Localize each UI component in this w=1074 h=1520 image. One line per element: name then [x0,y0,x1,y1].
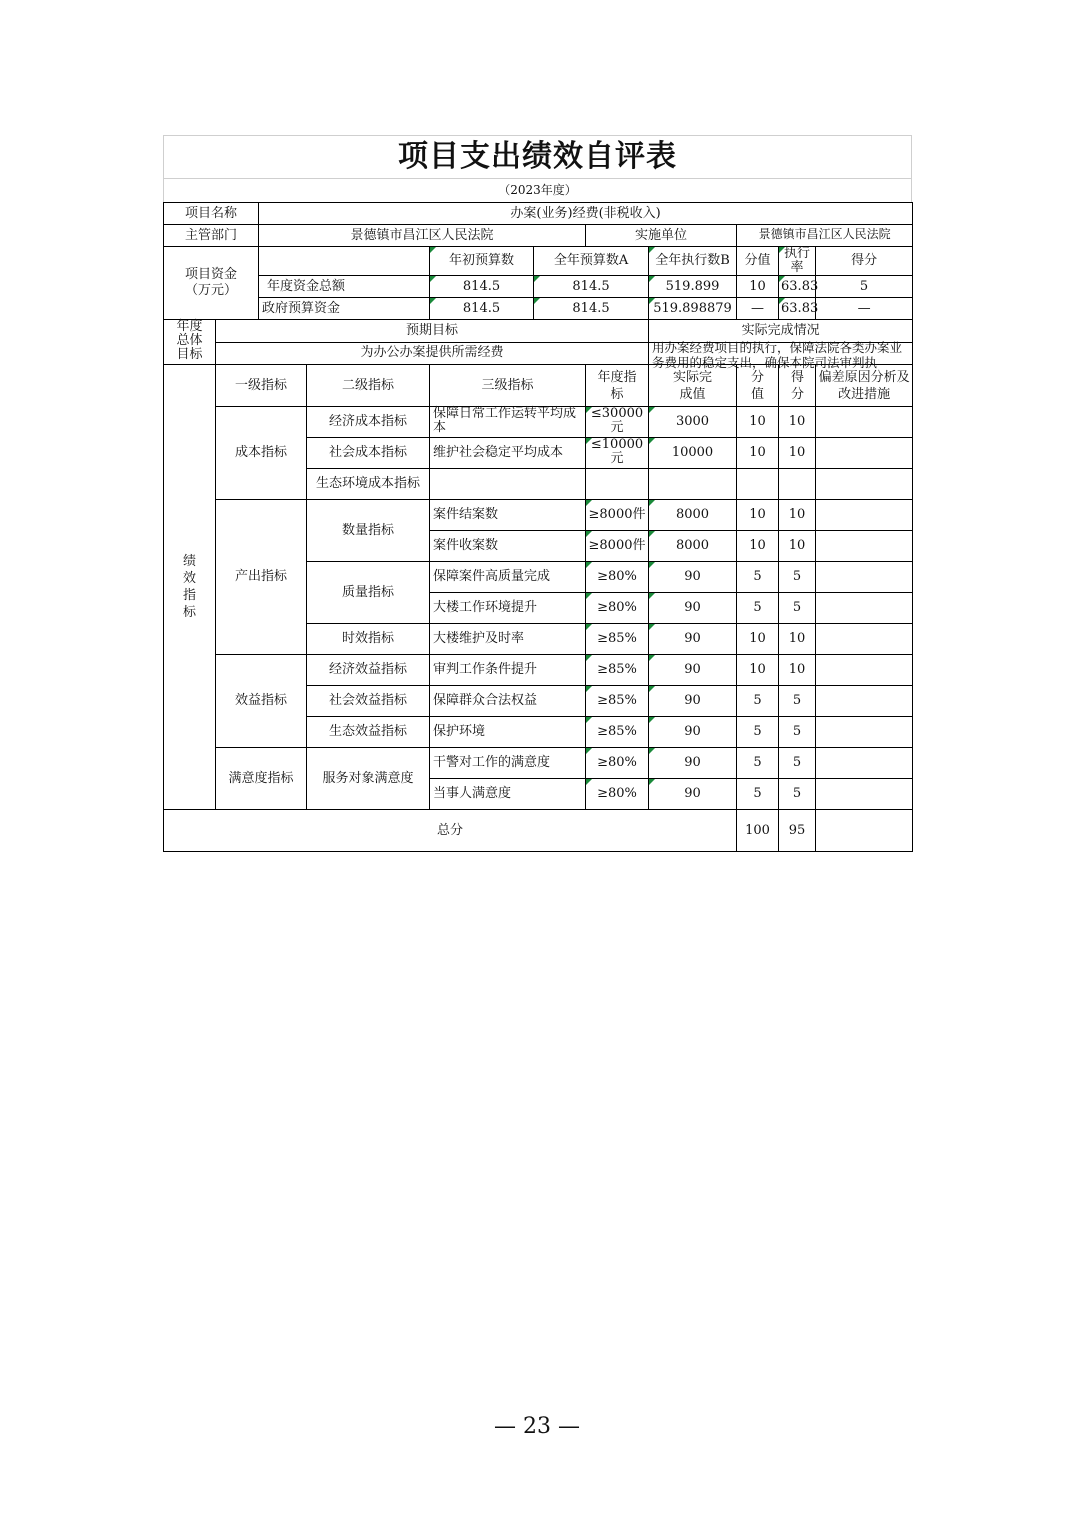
actual-value-header: 实际完成值 [649,365,737,407]
row-funds-gov [164,298,913,320]
target-cell: ≤30000元 [586,407,649,438]
actual-cell: 10000 [649,438,737,469]
dept-value: 景德镇市昌江区人民法院 [259,225,586,247]
deviation-cell [816,748,913,779]
score-header: 得分 [779,365,816,407]
value-cell: 5 [737,686,779,717]
row-indicator-header [164,365,913,407]
target-cell: ≥80% [586,593,649,624]
l2-cell: 数量指标 [307,500,430,562]
l3-cell: 大楼维护及时率 [430,624,586,655]
target-cell: ≥85% [586,655,649,686]
annual-total-label: 年度资金总额 [259,276,430,298]
l2-cell: 时效指标 [307,624,430,655]
deviation-cell [816,655,913,686]
gov-score: — [816,298,913,320]
value-cell: 10 [737,655,779,686]
deviation-cell [816,779,913,810]
level2-header: 二级指标 [307,365,430,407]
value-cell: 5 [737,717,779,748]
l2-cell: 经济效益指标 [307,655,430,686]
level3-header: 三级指标 [430,365,586,407]
target-cell: ≥80% [586,779,649,810]
target-cell: ≥8000件 [586,500,649,531]
target-cell: ≥8000件 [586,531,649,562]
deviation-cell [816,562,913,593]
total-exec: 519.899 [649,276,737,298]
total-deviation [816,810,913,852]
gov-rate: 63.83 [779,298,816,320]
total-score-value: 10 [737,276,779,298]
total-initial: 814.5 [430,276,534,298]
row-funds-total [164,276,913,298]
full-budget-label: 全年预算数A [534,247,649,276]
table-row [164,655,913,686]
row-goal-content [164,342,913,365]
deviation-cell [816,717,913,748]
l3-cell: 维护社会稳定平均成本 [430,438,586,469]
total-score: 5 [816,276,913,298]
target-cell: ≥80% [586,748,649,779]
deviation-cell [816,438,913,469]
actual-cell: 8000 [649,500,737,531]
actual-cell: 90 [649,779,737,810]
score-cell: 10 [779,655,816,686]
score-value-label: 分值 [737,247,779,276]
total-value: 100 [737,810,779,852]
actual-cell: 90 [649,655,737,686]
value-cell: 5 [737,748,779,779]
gov-initial: 814.5 [430,298,534,320]
target-cell: ≥85% [586,686,649,717]
score-cell: 10 [779,438,816,469]
actual-cell: 90 [649,748,737,779]
score-cell: 5 [779,779,816,810]
gov-budget-label: 政府预算资金 [259,298,430,320]
annual-indicator-header: 年度指标 [586,365,649,407]
l1-benefit: 效益指标 [216,655,307,748]
value-cell: 10 [737,531,779,562]
gov-full: 814.5 [534,298,649,320]
table-row [164,748,913,779]
l3-cell: 保障日常工作运转平均成本 [430,407,586,438]
table-row [164,500,913,531]
actual-cell: 90 [649,562,737,593]
score-cell: 5 [779,748,816,779]
value-cell: 10 [737,407,779,438]
funds-label: 项目资金 （万元） [164,247,259,320]
target-cell: ≤10000元 [586,438,649,469]
score-value-header: 分值 [737,365,779,407]
full-exec-label: 全年执行数B [649,247,737,276]
l3-cell: 案件收案数 [430,531,586,562]
self-evaluation-sheet [163,135,912,852]
l3-cell [430,469,586,500]
row-funds-header [164,247,913,276]
value-cell: 5 [737,562,779,593]
year-label: （2023年度） [163,178,912,202]
value-cell: 10 [737,624,779,655]
target-cell: ≥80% [586,562,649,593]
evaluation-table [163,202,913,852]
funds-blank [259,247,430,276]
total-rate: 63.83 [779,276,816,298]
score-cell: 5 [779,562,816,593]
actual-cell: 90 [649,717,737,748]
total-full: 814.5 [534,276,649,298]
score-cell: 10 [779,624,816,655]
actual-status-label: 实际完成情况 [649,320,913,343]
row-total [164,810,913,852]
value-cell: 5 [737,779,779,810]
l2-cell: 服务对象满意度 [307,748,430,810]
l3-cell: 审判工作条件提升 [430,655,586,686]
initial-budget-label: 年初预算数 [430,247,534,276]
actual-cell: 90 [649,593,737,624]
gov-exec: 519.898879 [649,298,737,320]
perf-indicators-label: 绩效指标 [164,365,216,810]
exec-rate-label: 执行率 [779,247,816,276]
score-label: 得分 [816,247,913,276]
actual-status-text: 用办案经费项目的执行，保障法院各类办案业务费用的稳定支出，确保本院司法审判执 [649,342,913,365]
score-cell: 10 [779,500,816,531]
value-cell: 10 [737,500,779,531]
page-title: 项目支出绩效自评表 [163,135,912,178]
l1-cost: 成本指标 [216,407,307,500]
deviation-cell [816,469,913,500]
target-cell [586,469,649,500]
actual-cell: 90 [649,686,737,717]
l2-cell: 生态效益指标 [307,717,430,748]
target-cell: ≥85% [586,717,649,748]
l3-cell: 保障案件高质量完成 [430,562,586,593]
l2-cell: 质量指标 [307,562,430,624]
deviation-cell [816,500,913,531]
l3-cell: 保护环境 [430,717,586,748]
dept-label: 主管部门 [164,225,259,247]
deviation-cell [816,686,913,717]
overall-goal-label: 年度总体目标 [164,320,216,365]
l3-cell: 大楼工作环境提升 [430,593,586,624]
l2-cell: 经济成本指标 [307,407,430,438]
score-cell: 10 [779,407,816,438]
level1-header: 一级指标 [216,365,307,407]
impl-unit-value: 景德镇市昌江区人民法院 [737,225,913,247]
row-goal-header [164,320,913,343]
score-cell [779,469,816,500]
l2-cell: 社会成本指标 [307,438,430,469]
l1-satisfaction: 满意度指标 [216,748,307,810]
project-name-value: 办案(业务)经费(非税收入) [259,203,913,225]
expected-goal-label: 预期目标 [216,320,649,343]
project-name-label: 项目名称 [164,203,259,225]
l1-output: 产出指标 [216,500,307,655]
row-dept [164,225,913,247]
l3-cell: 干警对工作的满意度 [430,748,586,779]
deviation-cell [816,624,913,655]
expected-goal-text: 为办公办案提供所需经费 [216,342,649,365]
actual-cell: 8000 [649,531,737,562]
page-number: — 23 — [494,1414,580,1439]
target-cell: ≥85% [586,624,649,655]
value-cell: 10 [737,438,779,469]
score-cell: 10 [779,531,816,562]
deviation-cell [816,593,913,624]
l3-cell: 保障群众合法权益 [430,686,586,717]
deviation-cell [816,407,913,438]
l2-cell: 生态环境成本指标 [307,469,430,500]
actual-cell: 3000 [649,407,737,438]
score-cell: 5 [779,717,816,748]
value-cell [737,469,779,500]
total-label: 总分 [164,810,737,852]
row-project-name [164,203,913,225]
impl-unit-label: 实施单位 [586,225,737,247]
actual-cell: 90 [649,624,737,655]
deviation-cell [816,531,913,562]
l2-cell: 社会效益指标 [307,686,430,717]
total-score: 95 [779,810,816,852]
actual-cell [649,469,737,500]
l3-cell: 当事人满意度 [430,779,586,810]
value-cell: 5 [737,593,779,624]
l3-cell: 案件结案数 [430,500,586,531]
gov-score-value: — [737,298,779,320]
table-row [164,407,913,438]
deviation-header: 偏差原因分析及改进措施 [816,365,913,407]
score-cell: 5 [779,593,816,624]
score-cell: 5 [779,686,816,717]
